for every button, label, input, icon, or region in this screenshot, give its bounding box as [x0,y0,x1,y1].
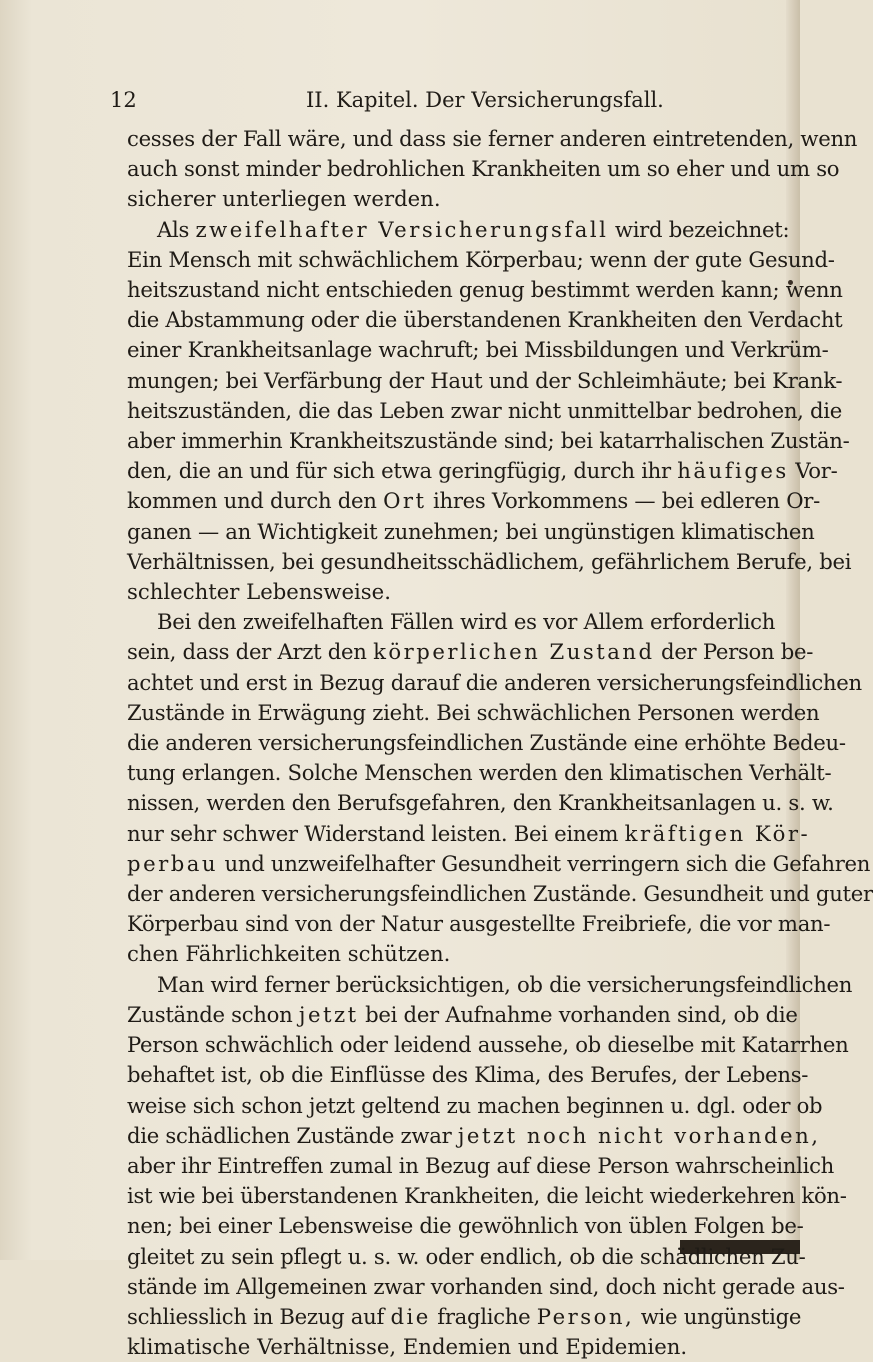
text-segment: Verhältnissen, bei gesundheitsschädlichem, gefährlichem Berufe, bei [127,548,852,574]
text-line [127,1091,823,1121]
text-segment: tung erlangen. Solche Menschen werden den klimatischen Verhält- [127,760,832,786]
text-segment: Als [157,216,196,242]
text-line [127,275,843,305]
text-line [127,1181,847,1211]
text-line [127,456,838,486]
text-segment: kommen und durch den [127,488,384,514]
text-segment: einer Krankheitsanlage wachruft; bei Missbildungen und Verkrüm- [127,337,829,363]
text-line [127,184,795,214]
text-segment: fragliche [430,1303,537,1329]
text-line [127,1151,834,1181]
text-line [127,819,811,849]
text-line [127,849,871,879]
text-segment: Man wird ferner berücksichtigen, ob die versicherungsfeindlichen [157,971,853,997]
text-segment: chen Fährlichkeiten schützen. [127,941,451,967]
text-segment: wie ungünstige [634,1303,802,1329]
text-segment: cesses der Fall wäre, und dass sie ferner anderen eintretenden, wenn [127,126,858,151]
text-segment: Körperbau sind von der Natur ausgestellte Freibriefe, die vor man- [127,911,831,937]
text-line [127,215,795,245]
text-segment: behaftet ist, ob die Einflüsse des Klima, des Berufes, der Lebens- [127,1062,809,1088]
text-line [127,245,835,275]
text-line [127,728,846,758]
text-segment: die anderen versicherungsfeindlichen Zustände eine erhöhte Bedeu- [127,730,846,756]
text-segment: aber ihr Eintreffen zumal in Bezug auf diese Person wahrscheinlich [127,1152,834,1178]
text-line [127,1272,845,1302]
text-line [127,426,850,456]
text-line [127,1242,806,1272]
text-segment: die schädlichen Zustände zwar [127,1122,458,1148]
text-segment: weise sich schon jetzt geltend zu machen beginnen u. dgl. oder ob [127,1092,823,1118]
text-segment: und unzweifelhafter Gesundheit verringern sich die Gefahren [218,850,871,876]
text-line [127,939,795,969]
text-line [127,305,843,335]
emphasized-text: häufiges [677,458,789,484]
text-segment: stände im Allgemeinen zwar vorhanden sind, doch nicht gerade aus- [127,1273,845,1299]
text-segment: Zustände in Erwägung zieht. Bei schwächlichen Personen werden [127,699,820,725]
emphasized-text: zweifelhafter Versicherungsfall [195,216,609,242]
running-head: II. Kapitel. Der Versicherungsfall. [306,88,664,112]
text-segment: Zustände schon [127,1001,299,1027]
text-segment: achtet und erst in Bezug darauf die anderen versicherungsfeindlichen [127,669,862,695]
text-segment: nissen, werden den Berufsgefahren, den Krankheitsanlagen u. s. w. [127,790,834,816]
text-segment: schliesslich in Bezug auf [127,1303,391,1329]
text-line [127,1211,804,1241]
text-line [127,668,862,698]
text-segment: heitszuständen, die das Leben zwar nicht unmittelbar bedrohen, die [127,397,843,423]
emphasized-text: jetzt [298,1001,359,1027]
page-number: 12 [110,88,137,112]
text-line [127,335,829,365]
body-text [127,124,873,1362]
emphasized-text: die [390,1303,431,1329]
text-line [127,486,820,516]
emphasized-text: jetzt noch nicht vorhanden, [457,1122,821,1148]
text-line [127,607,795,637]
text-line [127,879,873,909]
text-segment: mungen; bei Verfärbung der Haut und der Schleimhäute; bei Krank- [127,367,843,393]
text-line [127,970,853,1000]
text-segment: der Person be- [654,639,814,665]
text-segment: heitszustand nicht entschieden genug bestimmt werden kann; wenn [127,277,843,303]
text-line [127,637,814,667]
text-line [127,396,843,426]
text-segment: die Abstammung oder die überstandenen Krankheiten den Verdacht [127,307,843,333]
emphasized-text: kräftigen Kör- [624,820,811,846]
text-segment: Bei den zweifelhaften Fällen wird es vor Allem erforderlich [157,609,776,635]
text-segment: den, die an und für sich etwa geringfügig, durch ihr [127,458,678,484]
text-segment: ist wie bei überstandenen Krankheiten, die leicht wiederkehren kön- [127,1183,847,1209]
text-segment: ganen — an Wichtigkeit zunehmen; bei ungünstigen klimatischen [127,518,815,544]
text-segment: der anderen versicherungsfeindlichen Zustände. Gesundheit und guter [127,881,873,907]
emphasized-text: Ort [383,488,427,514]
text-line [127,154,840,184]
text-line [127,577,795,607]
text-line [127,1121,821,1151]
text-segment: schlechter Lebensweise. [127,579,391,605]
text-segment: klimatische Verhältnisse, Endemien und Epidemien. [127,1334,688,1360]
text-line [127,698,820,728]
text-line [127,547,852,577]
text-segment: ihres Vorkommens — bei edleren Or- [426,488,820,514]
text-line [127,1000,798,1030]
text-line [127,909,831,939]
text-segment: bei der Aufnahme vorhanden sind, ob die [358,1001,798,1027]
emphasized-text: körperlichen Zustand [373,639,655,665]
emphasized-text: Person, [536,1303,635,1329]
text-segment: sein, dass der Arzt den [127,639,374,665]
text-segment: wird bezeichnet: [608,216,790,242]
text-segment: aber immerhin Krankheitszustände sind; bei katarrhalischen Zustän- [127,428,850,454]
text-line [127,1030,849,1060]
text-segment: gleitet zu sein pflegt u. s. w. oder endlich, ob die schädlichen Zu- [127,1243,806,1269]
text-segment: auch sonst minder bedrohlichen Krankheiten um so eher und um so [127,156,840,182]
text-line [127,1332,795,1362]
page-header [110,82,670,118]
text-line [127,366,843,396]
text-line [127,124,858,154]
text-segment: nur sehr schwer Widerstand leisten. Bei einem [127,820,625,846]
text-line [127,788,834,818]
text-line [127,517,815,547]
text-line [127,1302,802,1332]
text-line [127,1060,809,1090]
text-line [127,758,832,788]
text-segment: Person schwächlich oder leidend aussehe, ob dieselbe mit Katarrhen [127,1032,849,1058]
text-segment: nen; bei einer Lebensweise die gewöhnlich von üblen Folgen be- [127,1213,804,1239]
text-segment: Ein Mensch mit schwächlichem Körperbau; wenn der gute Gesund- [127,246,835,272]
text-segment: sicherer unterliegen werden. [127,186,441,212]
emphasized-text: perbau [127,850,219,876]
text-segment: Vor- [788,458,838,484]
